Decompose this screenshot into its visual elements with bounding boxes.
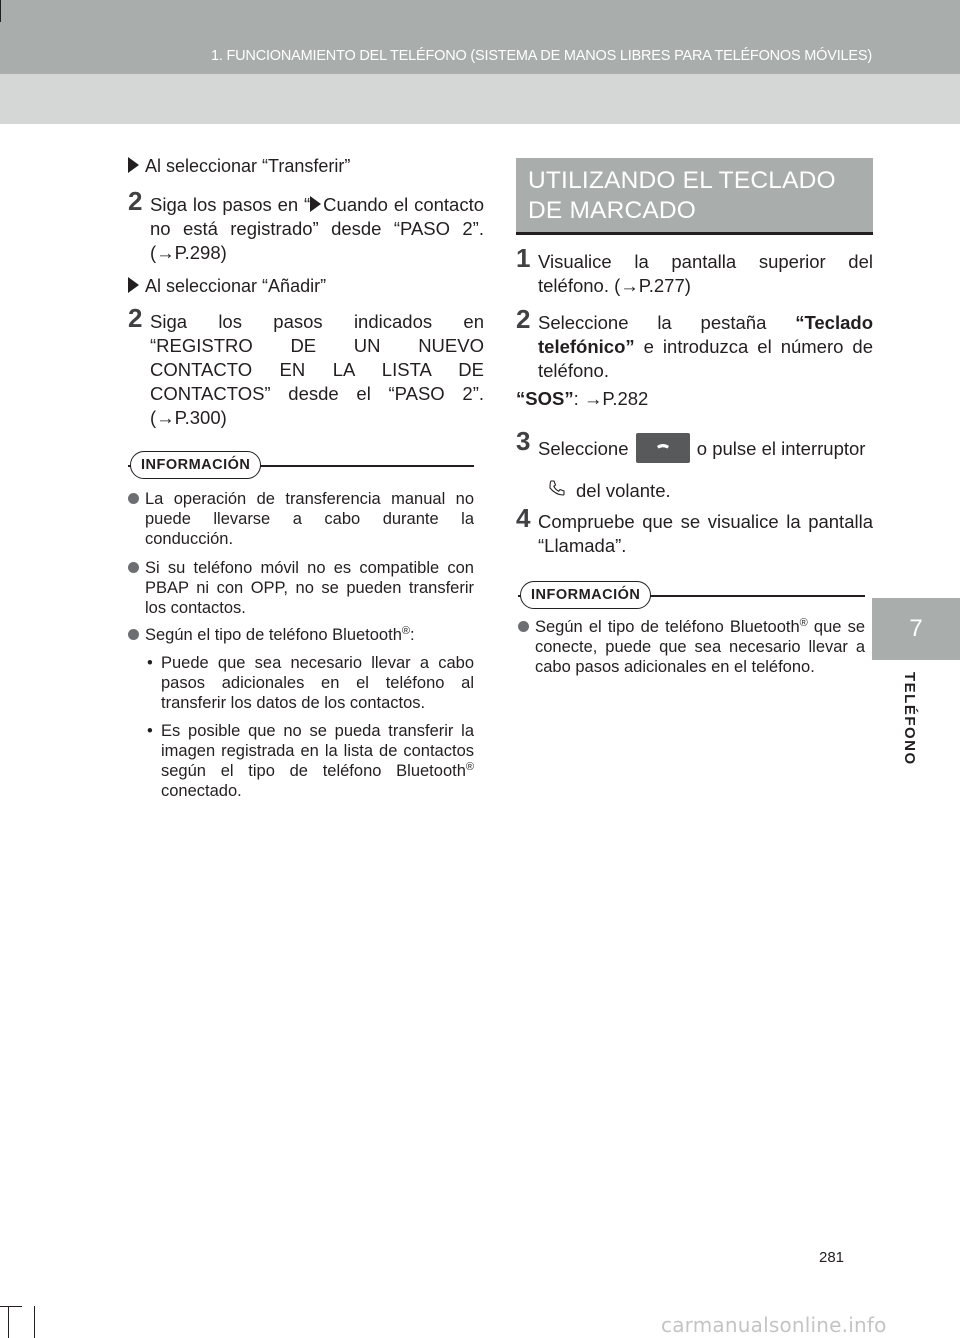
section-title: UTILIZANDO EL TECLADO DE MARCADO [528, 167, 836, 224]
step-number: 1 [516, 243, 531, 273]
step-2-anadir [128, 303, 484, 430]
step-3 [516, 426, 873, 503]
chapter-tab [872, 598, 960, 660]
crop-mark [8, 1306, 9, 1338]
step-number: 2 [516, 304, 531, 334]
info-label: INFORMACIÓN [520, 581, 651, 609]
info-label: INFORMACIÓN [130, 451, 261, 479]
chapter-number: 7 [909, 615, 923, 642]
info-bullet: Si su teléfono móvil no es compatible con PBAP ni con OPP, no se pueden transferir los contactos. [128, 558, 474, 618]
chapter-label: TELÉFONO [901, 672, 918, 766]
step-2 [516, 304, 873, 383]
header-title: 1. FUNCIONAMIENTO DEL TELÉFONO (SISTEMA DE MANOS LIBRES PARA TELÉFONOS MÓVILES) [210, 48, 872, 64]
info-bullet: Según el tipo de teléfono Bluetooth®: [128, 625, 474, 645]
step-4 [516, 503, 873, 558]
step-text: Seleccione la pestaña “Teclado telefónico” e introduzca el número de teléfono. [538, 312, 873, 381]
crop-mark [34, 1306, 35, 1338]
bullet-dot-icon [518, 621, 529, 632]
crop-mark [0, 1306, 22, 1307]
info-subitem: • Puede que sea necesario llevar a cabo pasos adicionales en el teléfono al transferir los datos de los contactos. [147, 654, 474, 712]
bullet-dot-icon [128, 562, 139, 573]
triangle-marker-icon [128, 157, 139, 173]
watermark: carmanualsonline.info [661, 1313, 887, 1337]
phone-handset-icon [548, 481, 566, 501]
triangle-marker-icon [128, 277, 139, 293]
step-text: Visualice la pantalla superior del teléfono. (→P.277) [538, 251, 873, 296]
call-button-icon [636, 433, 690, 463]
step-number: 2 [128, 186, 143, 216]
crop-mark [0, 0, 1, 22]
step-text: Compruebe que se visualice la pantalla “Llamada”. [538, 511, 873, 556]
section-header [516, 158, 873, 235]
step-number: 2 [128, 303, 143, 333]
registered-mark: ® [465, 761, 474, 773]
step-number: 3 [516, 426, 531, 456]
info-bullet: Según el tipo de teléfono Bluetooth® que se conecte, puede que sea necesario llevar a cabo pasos adicionales en el teléfono. [518, 617, 865, 677]
substep-transferir-text: Al seleccionar “Transferir” [145, 156, 351, 176]
registered-mark: ® [401, 625, 410, 637]
triangle-marker-icon [310, 196, 321, 212]
page-number: 281 [819, 1249, 845, 1266]
substep-anadir-heading [128, 274, 484, 298]
step-2-transferir [128, 186, 485, 265]
step-text: Siga los pasos en “ Cuando el contacto no está registrado” desde “PASO 2”. (→P.298) [150, 194, 485, 263]
info-bullet: La operación de transferencia manual no puede llevarse a cabo durante la conducción. [128, 489, 474, 549]
substep-transferir-heading [128, 154, 484, 178]
bullet-dot-icon [128, 493, 139, 504]
step-1 [516, 243, 873, 298]
info-subitem: • Es posible que no se pueda transferir la imagen registrada en la lista de contactos según el tipo de teléfono Bluetooth® conectado. [147, 722, 474, 800]
step-text: Siga los pasos indicados en “REGISTRO DE UN NUEVO CONTACTO EN LA LISTA DE CONTACTOS” desde el “PASO 2”. (→P.300) [150, 311, 484, 428]
step-number: 4 [516, 503, 531, 533]
sos-note: “SOS”: →P.282 [516, 388, 649, 409]
registered-mark: ® [799, 617, 808, 629]
bullet-dot-icon [128, 629, 139, 640]
page-header [0, 0, 960, 124]
step-text: Seleccione o pulse el interruptor del volante. [538, 433, 873, 503]
substep-anadir-text: Al seleccionar “Añadir” [145, 276, 327, 296]
